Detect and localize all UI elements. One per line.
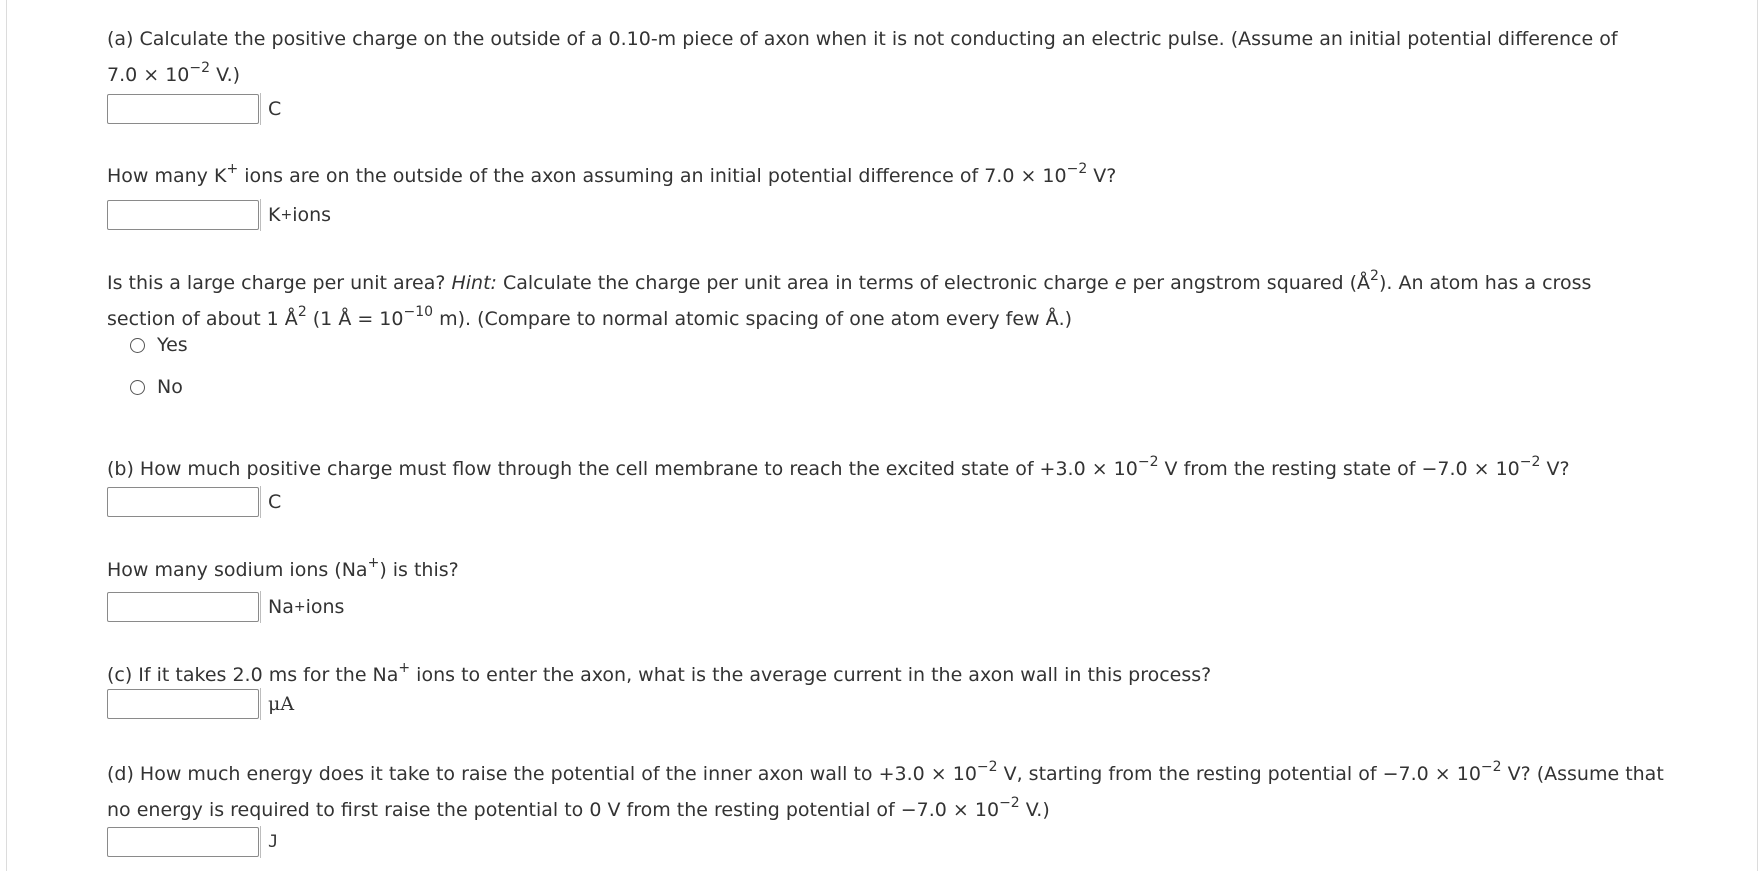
radio-option-no[interactable]: [130, 373, 183, 401]
k-ions-text-3: V?: [1087, 165, 1117, 187]
na-ions-text-2: ) is this?: [379, 559, 459, 581]
radio-label-yes: Yes: [157, 334, 188, 356]
electron-symbol: e: [1114, 272, 1127, 294]
exponent: −2: [1137, 454, 1159, 470]
unit-rest: ions: [305, 596, 345, 618]
part-d-text-5: V.): [1019, 799, 1050, 821]
unit-ion: K: [268, 204, 281, 226]
k-ions-answer-row: [107, 199, 331, 231]
part-a-question: [107, 21, 1727, 93]
exponent: −2: [189, 60, 211, 76]
part-a-answer-row: [107, 93, 281, 125]
exponent: −2: [1066, 161, 1088, 177]
lc-text-4: ). An atom has a cross: [1378, 272, 1592, 294]
unit-coulomb: C: [260, 93, 281, 125]
lc-text-3: per angstrom squared (Å: [1126, 272, 1371, 294]
part-d-text: (d) How much energy does it take to raise the potential of the inner axon wall to +3.0 × 10: [107, 763, 977, 785]
part-c-question: [107, 657, 1727, 693]
exponent: −2: [1519, 454, 1541, 470]
exponent: −10: [403, 304, 434, 320]
superscript-2: 2: [297, 304, 307, 320]
exponent: −2: [1480, 759, 1502, 775]
lc-text-5: section of about 1 Å: [107, 308, 298, 330]
exponent: −2: [999, 795, 1020, 811]
part-b-answer-row: [107, 486, 281, 518]
large-charge-question: [107, 265, 1727, 337]
unit-rest: ions: [292, 204, 332, 226]
lc-text-2: Calculate the charge per unit area in terms of electronic charge: [496, 272, 1115, 294]
part-a-text-2: 7.0 × 10: [107, 64, 190, 86]
na-ions-answer-row: [107, 591, 344, 623]
part-b-text-2: V from the resting state of −7.0 × 10: [1158, 458, 1520, 480]
part-d-question: [107, 756, 1727, 828]
radio-option-yes[interactable]: [130, 331, 188, 359]
part-b-question: [107, 451, 1727, 487]
part-d-text-3: V? (Assume that: [1501, 763, 1664, 785]
na-ions-input[interactable]: [107, 592, 259, 622]
part-b-text: (b) How much positive charge must flow through the cell membrane to reach the excited state of +3.0 × 10: [107, 458, 1138, 480]
superscript-plus: +: [226, 161, 239, 177]
part-a-charge-input[interactable]: [107, 94, 259, 124]
radio-circle-icon[interactable]: [130, 338, 145, 353]
lc-text-6: (1 Å = 10: [306, 308, 404, 330]
superscript-plus: +: [398, 660, 411, 676]
unit-coulomb: C: [260, 486, 281, 518]
k-ions-text: How many K: [107, 165, 227, 187]
part-a-text: (a) Calculate the positive charge on the outside of a 0.10-m piece of axon when it is not conducting an electric pulse. (Assume an initial potential difference of: [107, 28, 1618, 50]
part-c-answer-row: [107, 688, 294, 720]
part-c-current-input[interactable]: [107, 689, 259, 719]
unit-na-ions: Na + ions: [260, 591, 344, 623]
part-d-text-4: no energy is required to first raise the potential to 0 V from the resting potential of −7.0 × 10: [107, 799, 1000, 821]
lc-text-1: Is this a large charge per unit area?: [107, 272, 452, 294]
part-d-energy-input[interactable]: [107, 827, 259, 857]
part-d-answer-row: [107, 826, 278, 858]
superscript-plus: +: [367, 555, 380, 571]
unit-microampere: μA: [260, 688, 294, 720]
superscript-2: 2: [1370, 268, 1379, 284]
unit-joule: J: [260, 826, 278, 858]
lc-text-7: m). (Compare to normal atomic spacing of one atom every few Å.): [433, 308, 1073, 330]
part-c-text: (c) If it takes 2.0 ms for the Na: [107, 664, 399, 686]
part-b-text-3: V?: [1540, 458, 1570, 480]
k-ions-input[interactable]: [107, 200, 259, 230]
na-ions-question: [107, 552, 1727, 588]
part-d-text-2: V, starting from the resting potential of −7.0 × 10: [997, 763, 1481, 785]
k-ions-question: [107, 158, 1727, 194]
radio-label-no: No: [157, 376, 183, 398]
radio-circle-icon[interactable]: [130, 380, 145, 395]
part-c-text-2: ions to enter the axon, what is the average current in the axon wall in this process?: [410, 664, 1212, 686]
unit-k-ions: K + ions: [260, 199, 331, 231]
hint-label: Hint:: [451, 272, 497, 294]
part-a-text-3: V.): [210, 64, 241, 86]
question-frame: [6, 0, 1758, 871]
k-ions-text-2: ions are on the outside of the axon assuming an initial potential difference of 7.0 × 10: [238, 165, 1067, 187]
part-b-charge-input[interactable]: [107, 487, 259, 517]
unit-ion: Na: [268, 596, 294, 618]
na-ions-text: How many sodium ions (Na: [107, 559, 368, 581]
exponent: −2: [976, 759, 998, 775]
